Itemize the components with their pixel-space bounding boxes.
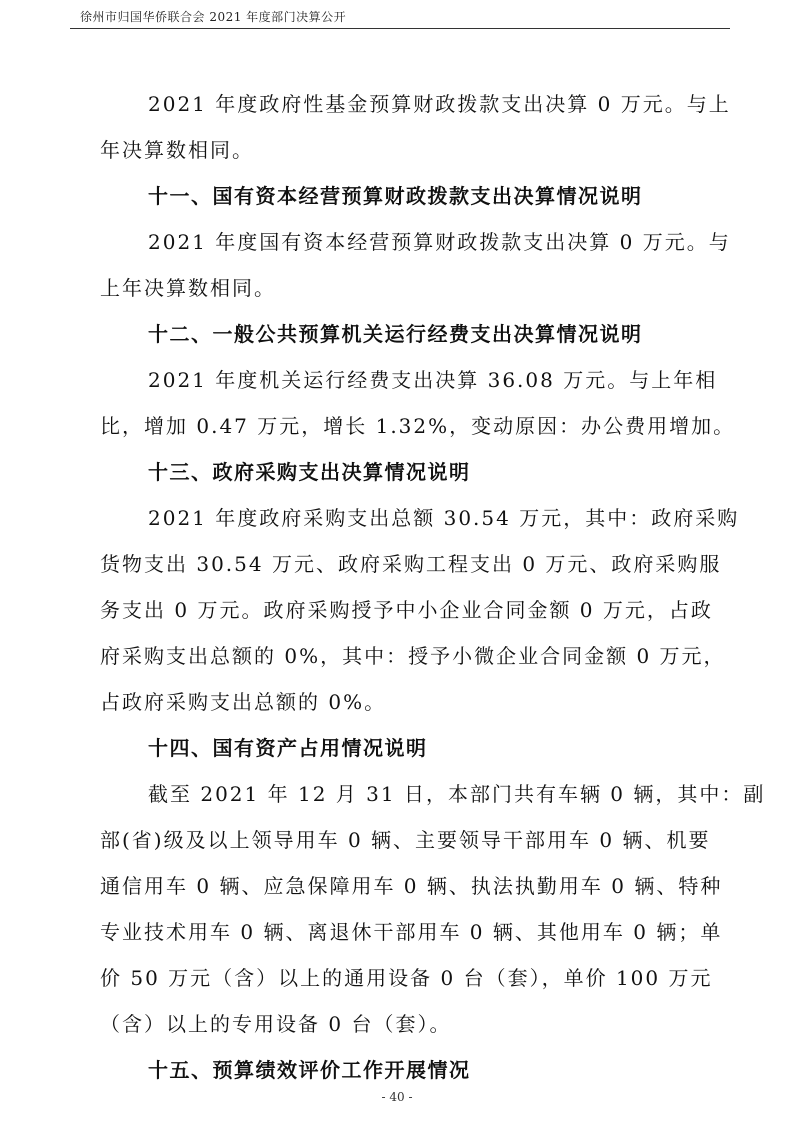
- paragraph-line: 府采购支出总额的 0%，其中：授予小微企业合同金额 0 万元，: [100, 644, 726, 668]
- paragraph-line: 截至 2021 年 12 月 31 日，本部门共有车辆 0 辆，其中：副: [148, 782, 766, 806]
- page-number: - 40 -: [381, 1090, 413, 1104]
- section-heading: 十三、政府采购支出决算情况说明: [148, 460, 471, 484]
- paragraph-line: 上年决算数相同。: [100, 276, 276, 300]
- header-divider: [70, 28, 730, 29]
- paragraph-line: 2021 年度政府采购支出总额 30.54 万元，其中：政府采购: [148, 506, 740, 530]
- paragraph-line: 2021 年度机关运行经费支出决算 36.08 万元。与上年相: [148, 368, 718, 392]
- paragraph-line: 比，增加 0.47 万元，增长 1.32%，变动原因：办公费用增加。: [100, 414, 736, 438]
- paragraph-line: （含）以上的专用设备 0 台（套）。: [100, 1012, 452, 1036]
- paragraph-line: 务支出 0 万元。政府采购授予中小企业合同金额 0 万元，占政: [100, 598, 713, 622]
- paragraph-line: 货物支出 30.54 万元、政府采购工程支出 0 万元、政府采购服: [100, 552, 722, 576]
- paragraph-line: 部(省)级及以上领导用车 0 辆、主要领导干部用车 0 辆、机要: [100, 828, 711, 852]
- page-header: 徐州市归国华侨联合会 2021 年度部门决算公开: [80, 10, 347, 24]
- section-heading: 十一、国有资本经营预算财政拨款支出决算情况说明: [148, 184, 643, 208]
- paragraph-line: 通信用车 0 辆、应急保障用车 0 辆、执法执勤用车 0 辆、特种: [100, 874, 723, 898]
- section-heading: 十四、国有资产占用情况说明: [148, 736, 428, 760]
- paragraph-line: 占政府采购支出总额的 0%。: [100, 690, 387, 714]
- section-heading: 十五、预算绩效评价工作开展情况: [148, 1058, 471, 1082]
- paragraph-line: 价 50 万元（含）以上的通用设备 0 台（套），单价 100 万元: [100, 966, 713, 990]
- paragraph-line: 2021 年度国有资本经营预算财政拨款支出决算 0 万元。与: [148, 230, 731, 254]
- section-heading: 十二、一般公共预算机关运行经费支出决算情况说明: [148, 322, 643, 346]
- paragraph-line: 专业技术用车 0 辆、离退休干部用车 0 辆、其他用车 0 辆；单: [100, 920, 723, 944]
- paragraph-line: 2021 年度政府性基金预算财政拨款支出决算 0 万元。与上: [148, 92, 731, 116]
- paragraph-line: 年决算数相同。: [100, 138, 254, 162]
